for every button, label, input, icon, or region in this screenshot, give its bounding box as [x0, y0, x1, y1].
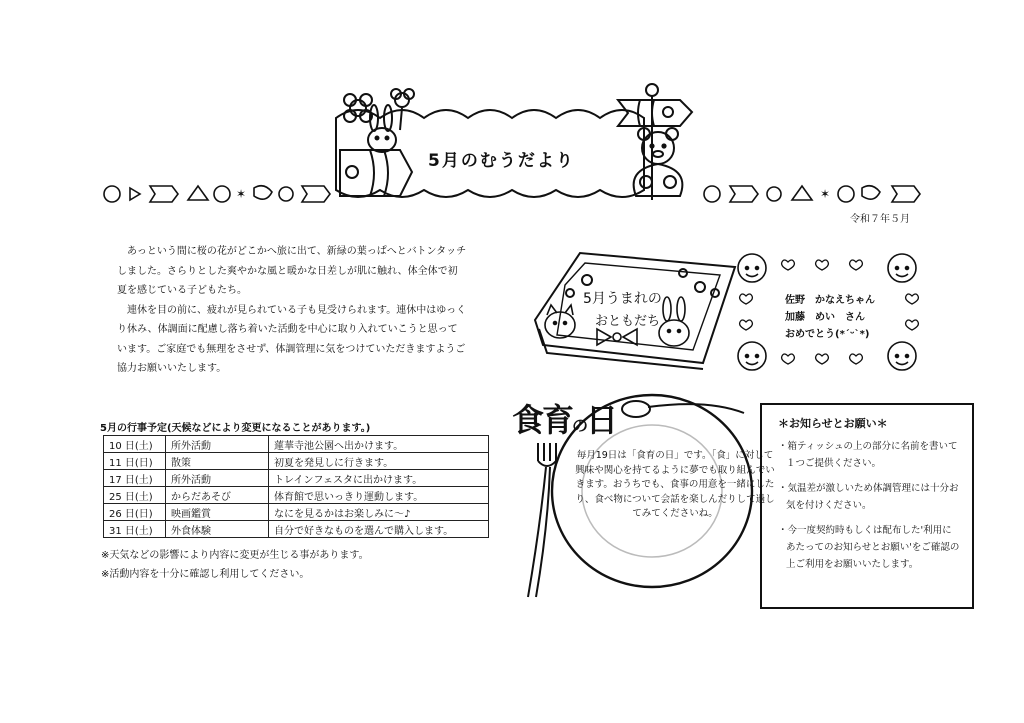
birthday-card-illustration	[525, 245, 755, 370]
koinobori-pole-icon	[618, 84, 692, 200]
schedule-date: 31 日(土)	[104, 521, 166, 538]
table-row	[104, 504, 489, 521]
header-decoration	[0, 0, 1024, 230]
schedule-detail: 蓮華寺池公園へ出かけます。	[269, 436, 489, 453]
spoon-icon	[622, 401, 744, 417]
intro-text	[117, 242, 467, 379]
schedule-note: ※活動内容を十分に確認し利用してください。	[101, 569, 310, 580]
intro-paragraph: 連休を目の前に、疲れが見られている子も見受けられます。連休中はゆっくり休み、体調面に配慮し落ち着いた活動を中心に取り入れていこうと思っています。ご家庭でも無理をさせず、体調管理に気をつけていただきますようご協力お願いいたします。	[117, 304, 467, 374]
notice-item: ・箱ティッシュの上の部分に名前を書いて１つご提供ください。	[778, 441, 958, 469]
schedule-date: 11 日(日)	[104, 453, 166, 470]
child-face-icon	[738, 254, 766, 282]
bunny-icon	[344, 89, 414, 152]
svg-text:✶: ✶	[236, 187, 247, 201]
shokuiku-title-part: の	[572, 416, 587, 435]
schedule-event: 映画鑑賞	[166, 504, 269, 521]
schedule-title: 5月の行事予定(天候などにより変更になることがあります。)	[100, 423, 371, 434]
right-border-motifs	[704, 186, 920, 202]
notice-box	[760, 403, 974, 609]
shokuiku-text: 毎月19日は「食育の日」です。「食」に対して興味や関心を持てるように夢でも取り組んでいきます。おうちでも、食事の用意を一緒にしたり、食べ物について会話を楽しんだりして過してみてくださいね。	[575, 450, 775, 519]
table-row	[104, 487, 489, 504]
card-text-line2: おともだち	[595, 314, 661, 329]
schedule-date: 10 日(土)	[104, 436, 166, 453]
birthday-name: 佐野 かなえちゃん	[785, 295, 875, 306]
child-face-icon	[888, 254, 916, 282]
schedule-date: 17 日(土)	[104, 470, 166, 487]
cat-icon	[545, 305, 575, 338]
shokuiku-title	[512, 395, 616, 441]
fork-icon	[528, 443, 556, 597]
schedule-detail: トレインフェスタに出かけます。	[269, 470, 489, 487]
schedule-date: 25 日(土)	[104, 487, 166, 504]
card-text-line1: 5月うまれの	[583, 291, 662, 307]
title-banner	[336, 110, 644, 118]
child-face-icon	[888, 342, 916, 370]
child-face-icon	[738, 342, 766, 370]
table-row	[104, 453, 489, 470]
table-row	[104, 470, 489, 487]
schedule-table	[103, 435, 489, 538]
issue-date: 令和７年５月	[850, 214, 910, 225]
notice-item: ・気温差が激しいため体調管理には十分お気を付けください。	[778, 483, 959, 511]
schedule-detail: 初夏を発見しに行きます。	[269, 453, 489, 470]
schedule-detail: 自分で好きなものを選んで購入します。	[269, 521, 489, 538]
shokuiku-title-part: 食育	[512, 401, 573, 439]
schedule-event: 所外活動	[166, 436, 269, 453]
shokuiku-title-part: 日	[586, 401, 617, 439]
schedule-event: 所外活動	[166, 470, 269, 487]
notice-title: ＊お知らせとお願い＊	[778, 417, 888, 430]
birthday-message: おめでとう(*ˊᵕˋ*)	[785, 329, 870, 340]
schedule-event: 散策	[166, 453, 269, 470]
intro-paragraph: あっという間に桜の花がどこかへ旅に出て、新緑の葉っぱへとバトンタッチしました。さらりとした爽やかな風と暖かな日差しが肌に触れ、体全体で初夏を感じている子どもたち。	[117, 246, 467, 296]
schedule-event: からだあそび	[166, 487, 269, 504]
schedule-date: 26 日(日)	[104, 504, 166, 521]
schedule-detail: 体育館で思いっきり運動します。	[269, 487, 489, 504]
page-title: 5月のむうだより	[428, 151, 575, 171]
schedule-note: ※天気などの影響により内容に変更が生じる事があります。	[101, 550, 369, 561]
koinobori-icon	[340, 150, 412, 196]
birthday-name: 加藤 めい さん	[785, 312, 865, 323]
schedule-detail: なにを見るかはお楽しみに～♪	[269, 504, 489, 521]
rabbit-icon	[659, 297, 689, 346]
schedule-event: 外食体験	[166, 521, 269, 538]
table-row	[104, 436, 489, 453]
svg-text:✶: ✶	[820, 187, 831, 201]
birthday-names	[785, 292, 875, 343]
notice-item: ・今一度契約時もしくは配布した'利用にあたってのお知らせとお願い'をご確認の上ご利用をお願いいたします。	[778, 525, 960, 570]
bear-icon	[634, 128, 683, 196]
left-border-motifs	[104, 186, 330, 202]
table-row	[104, 521, 489, 538]
